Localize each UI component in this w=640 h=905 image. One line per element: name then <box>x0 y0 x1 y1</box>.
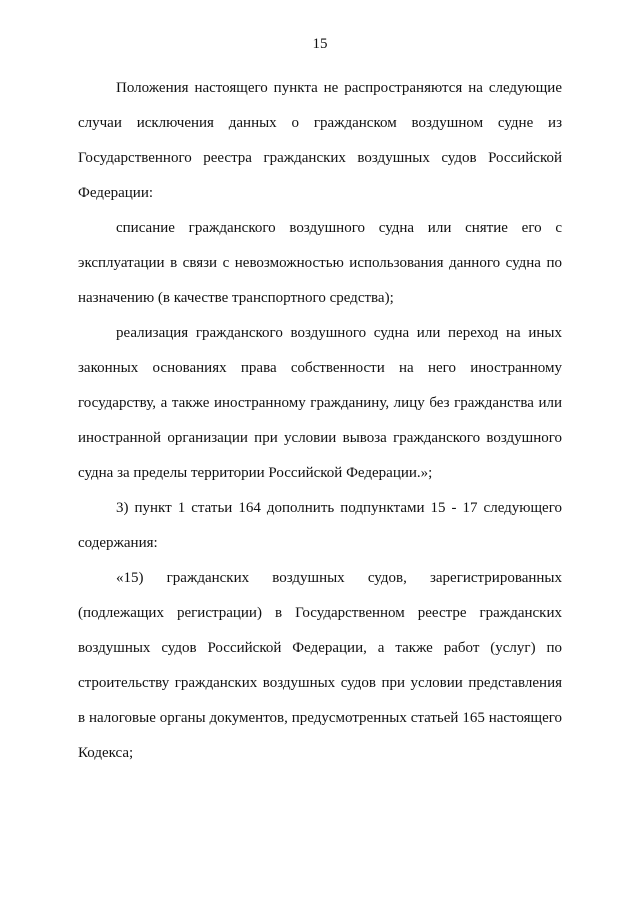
paragraph-subitem-15: «15) гражданских воздушных судов, зарегистрированных (подлежащих регистрации) в Государственном реестре гражданских воздушных судов Российской Федерации, а также работ (услуг) по строительству гражданских воздушных судов при условии представления в налоговые органы документов, предусмотренных статьей 165 настоящего Кодекса; <box>78 570 562 761</box>
paragraph-exclusion-cases: Положения настоящего пункта не распространяются на следующие случаи исключения данных о гражданском воздушном судне из Государственного реестра гражданских воздушных судов Российской Федерации: <box>78 80 562 201</box>
paragraph-amendment-164: 3) пункт 1 статьи 164 дополнить подпунктами 15 - 17 следующего содержания: <box>78 500 562 551</box>
paragraph-sale-transfer: реализация гражданского воздушного судна или переход на иных законных основаниях права собственности на него иностранному государству, а также иностранному гражданину, лицу без гражданства или иностранной организации при условии вывоза гражданского воздушного судна за пределы территории Российской Федерации.»; <box>78 325 562 481</box>
paragraph-write-off: списание гражданского воздушного судна или снятие его с эксплуатации в связи с невозможностью использования данного судна по назначению (в качестве транспортного средства); <box>78 220 562 306</box>
document-body <box>78 71 562 771</box>
page-number: 15 <box>312 36 328 52</box>
